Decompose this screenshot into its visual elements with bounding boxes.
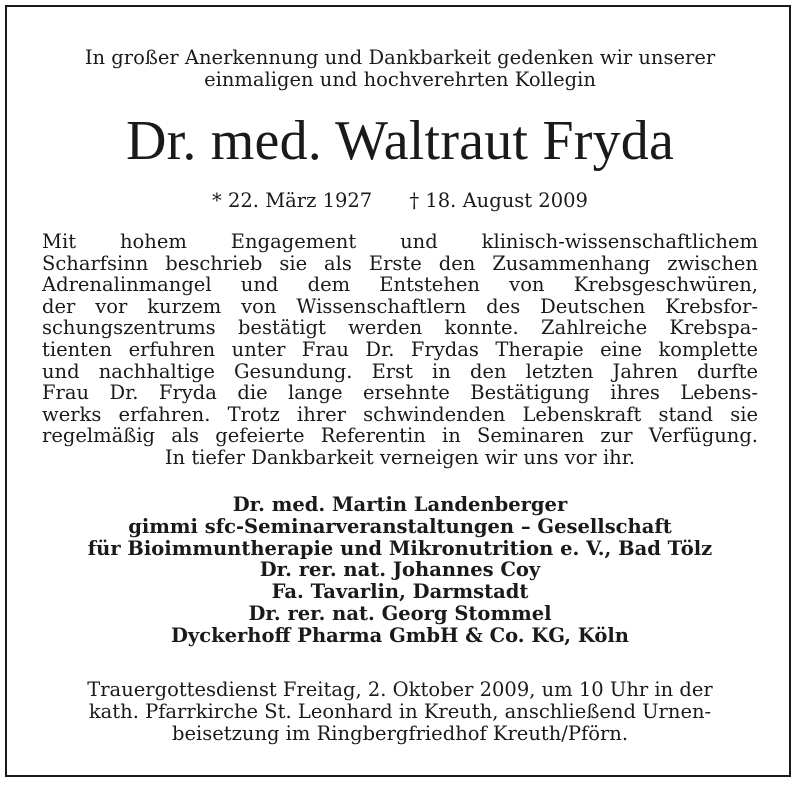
tribute-line: Adrenalinmangel und dem Entstehen von Krebsgeschwüren, bbox=[42, 273, 758, 297]
service-line: beisetzung im Ringbergfriedhof Kreuth/Pförn. bbox=[171, 722, 629, 745]
intro-text bbox=[42, 47, 758, 91]
tribute-line: Scharfsinn beschrieb sie als Erste den Zusammenhang zwischen bbox=[42, 251, 758, 275]
tribute-text bbox=[42, 231, 758, 469]
service-line: Trauergottesdienst Freitag, 2. Oktober 2009, um 10 Uhr in der bbox=[87, 678, 713, 701]
signer-line: Dyckerhoff Pharma GmbH & Co. KG, Köln bbox=[171, 623, 629, 647]
signers-list bbox=[42, 494, 758, 647]
birth-date: * 22. März 1927 bbox=[212, 189, 373, 212]
life-dates bbox=[42, 189, 758, 213]
signer-line: für Bioimmuntherapie und Mikronutrition e. V., Bad Tölz bbox=[87, 536, 713, 560]
death-date: † 18. August 2009 bbox=[409, 189, 588, 212]
tribute-line: regelmäßig als gefeierte Referentin in Seminaren zur Verfügung. bbox=[42, 424, 758, 448]
closing-line: In tiefer Dankbarkeit verneigen wir uns vor ihr. bbox=[164, 445, 636, 469]
tribute-line: tienten erfuhren unter Frau Dr. Frydas Therapie eine komplette bbox=[42, 337, 758, 361]
deceased-name: Dr. med. Waltraut Fryda bbox=[125, 110, 675, 172]
tribute-line: Mit hohem Engagement und klinisch-wissenschaftlichem bbox=[42, 230, 758, 253]
intro-line: einmaligen und hochverehrten Kollegin bbox=[204, 68, 596, 91]
signer-line: Dr. med. Martin Landenberger bbox=[232, 493, 568, 516]
tribute-line: schungszentrums bestätigt werden konnte. Zahlreiche Krebspa- bbox=[42, 316, 758, 340]
intro-line: In großer Anerkennung und Dankbarkeit gedenken wir unserer bbox=[84, 46, 716, 69]
signer-line: Fa. Tavarlin, Darmstadt bbox=[271, 580, 529, 604]
signer-line: Dr. rer. nat. Johannes Coy bbox=[259, 558, 541, 582]
service-line: kath. Pfarrkirche St. Leonhard in Kreuth, anschließend Urnen- bbox=[88, 700, 712, 723]
funeral-service-info bbox=[42, 679, 758, 745]
tribute-line: werks erfahren. Trotz ihrer schwindenden Lebenskraft stand sie bbox=[42, 402, 758, 426]
signer-line: Dr. rer. nat. Georg Stommel bbox=[248, 601, 552, 625]
tribute-line: Frau Dr. Fryda die lange ersehnte Bestätigung ihres Lebens- bbox=[42, 381, 758, 405]
tribute-line: und nachhaltige Gesundung. Erst in den letzten Jahren durfte bbox=[42, 359, 758, 383]
tribute-line: der vor kurzem von Wissenschaftlern des Deutschen Krebsfor- bbox=[42, 294, 758, 318]
signer-line: gimmi sfc-Seminarveranstaltungen – Gesellschaft bbox=[128, 514, 672, 538]
